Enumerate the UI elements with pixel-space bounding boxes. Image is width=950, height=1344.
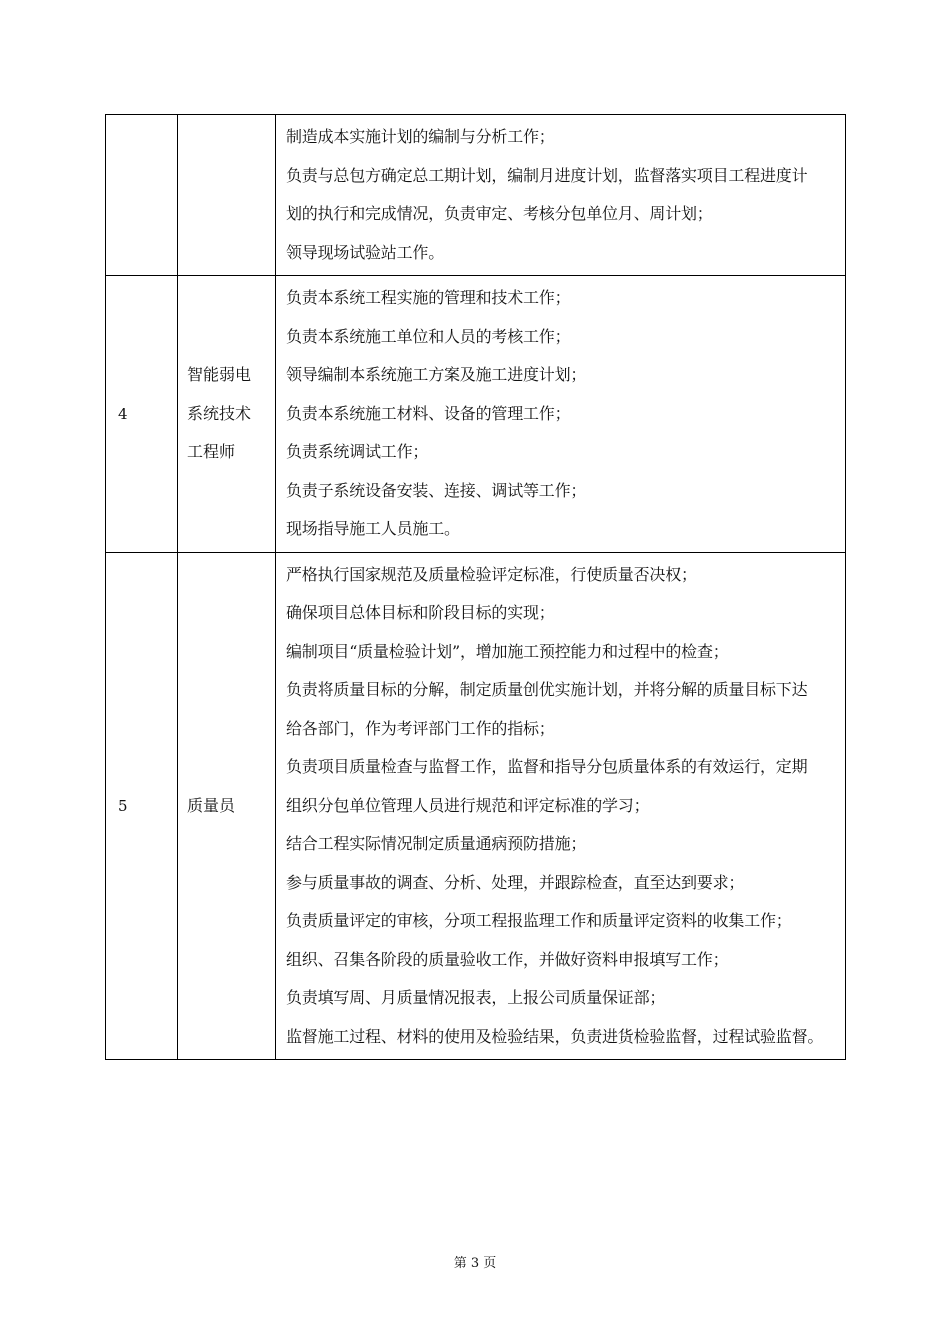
role-name-line: 工程师 <box>187 442 236 461</box>
row-number-cell <box>106 115 178 276</box>
table-row <box>106 276 846 553</box>
role-cell <box>178 115 276 276</box>
responsibility-table <box>105 114 846 1060</box>
row-number-cell: 4 <box>106 276 178 553</box>
duty-line: 负责填写周、月质量情况报表，上报公司质量保证部； <box>286 988 666 1007</box>
role-name-line: 系统技术 <box>187 403 252 423</box>
page-number: 第 3 页 <box>453 1256 497 1271</box>
row-number-cell: 5 <box>106 552 178 1060</box>
duty-line: 参与质量事故的调查、分析、处理，并跟踪检查，直至达到要求； <box>286 872 745 892</box>
table-body <box>106 115 846 1060</box>
duty-line: 负责本系统施工单位和人员的考核工作； <box>286 326 571 346</box>
duty-line: 划的执行和完成情况，负责审定、考核分包单位月、周计划； <box>286 204 713 223</box>
duty-line: 领导编制本系统施工方案及施工进度计划； <box>286 365 587 384</box>
duty-line: 负责质量评定的审核，分项工程报监理工作和质量评定资料的收集工作； <box>286 911 792 930</box>
duty-line: 负责将质量目标的分解，制定质量创优实施计划，并将分解的质量目标下达 <box>286 680 808 699</box>
duty-line: 编制项目“质量检验计划”，增加施工预控能力和过程中的检查； <box>286 641 729 661</box>
duty-line: 监督施工过程、材料的使用及检验结果，负责进货检验监督，过程试验监督。 <box>286 1026 824 1046</box>
duty-line: 确保项目总体目标和阶段目标的实现； <box>286 603 555 622</box>
duties-cell <box>276 115 846 276</box>
duty-line: 负责系统调试工作； <box>286 442 429 461</box>
role-name-line: 智能弱电 <box>187 365 252 384</box>
role-cell <box>178 552 276 1060</box>
duty-line: 制造成本实施计划的编制与分析工作； <box>286 127 555 146</box>
duty-line: 负责子系统设备安装、连接、调试等工作； <box>286 480 587 500</box>
duties-cell <box>276 552 846 1060</box>
duty-line: 负责项目质量检查与监督工作，监督和指导分包质量体系的有效运行，定期 <box>286 757 808 776</box>
table-row <box>106 115 846 276</box>
duty-line: 负责本系统工程实施的管理和技术工作； <box>286 288 571 307</box>
duty-line: 给各部门，作为考评部门工作的指标； <box>286 718 555 738</box>
duty-line: 负责本系统施工材料、设备的管理工作； <box>286 403 571 423</box>
duty-line: 负责与总包方确定总工期计划，编制月进度计划，监督落实项目工程进度计 <box>286 165 808 185</box>
role-name-line: 质量员 <box>187 795 236 815</box>
duties-cell <box>276 276 846 553</box>
duty-line: 现场指导施工人员施工。 <box>286 519 460 538</box>
duty-line: 领导现场试验站工作。 <box>286 242 445 262</box>
role-cell <box>178 276 276 553</box>
duty-line: 严格执行国家规范及质量检验评定标准，行使质量否决权； <box>286 564 697 584</box>
duty-line: 组织、召集各阶段的质量验收工作，并做好资料申报填写工作； <box>286 949 729 969</box>
duty-line: 组织分包单位管理人员进行规范和评定标准的学习； <box>286 795 650 815</box>
duty-line: 结合工程实际情况制定质量通病预防措施； <box>286 834 587 853</box>
table-row <box>106 552 846 1060</box>
